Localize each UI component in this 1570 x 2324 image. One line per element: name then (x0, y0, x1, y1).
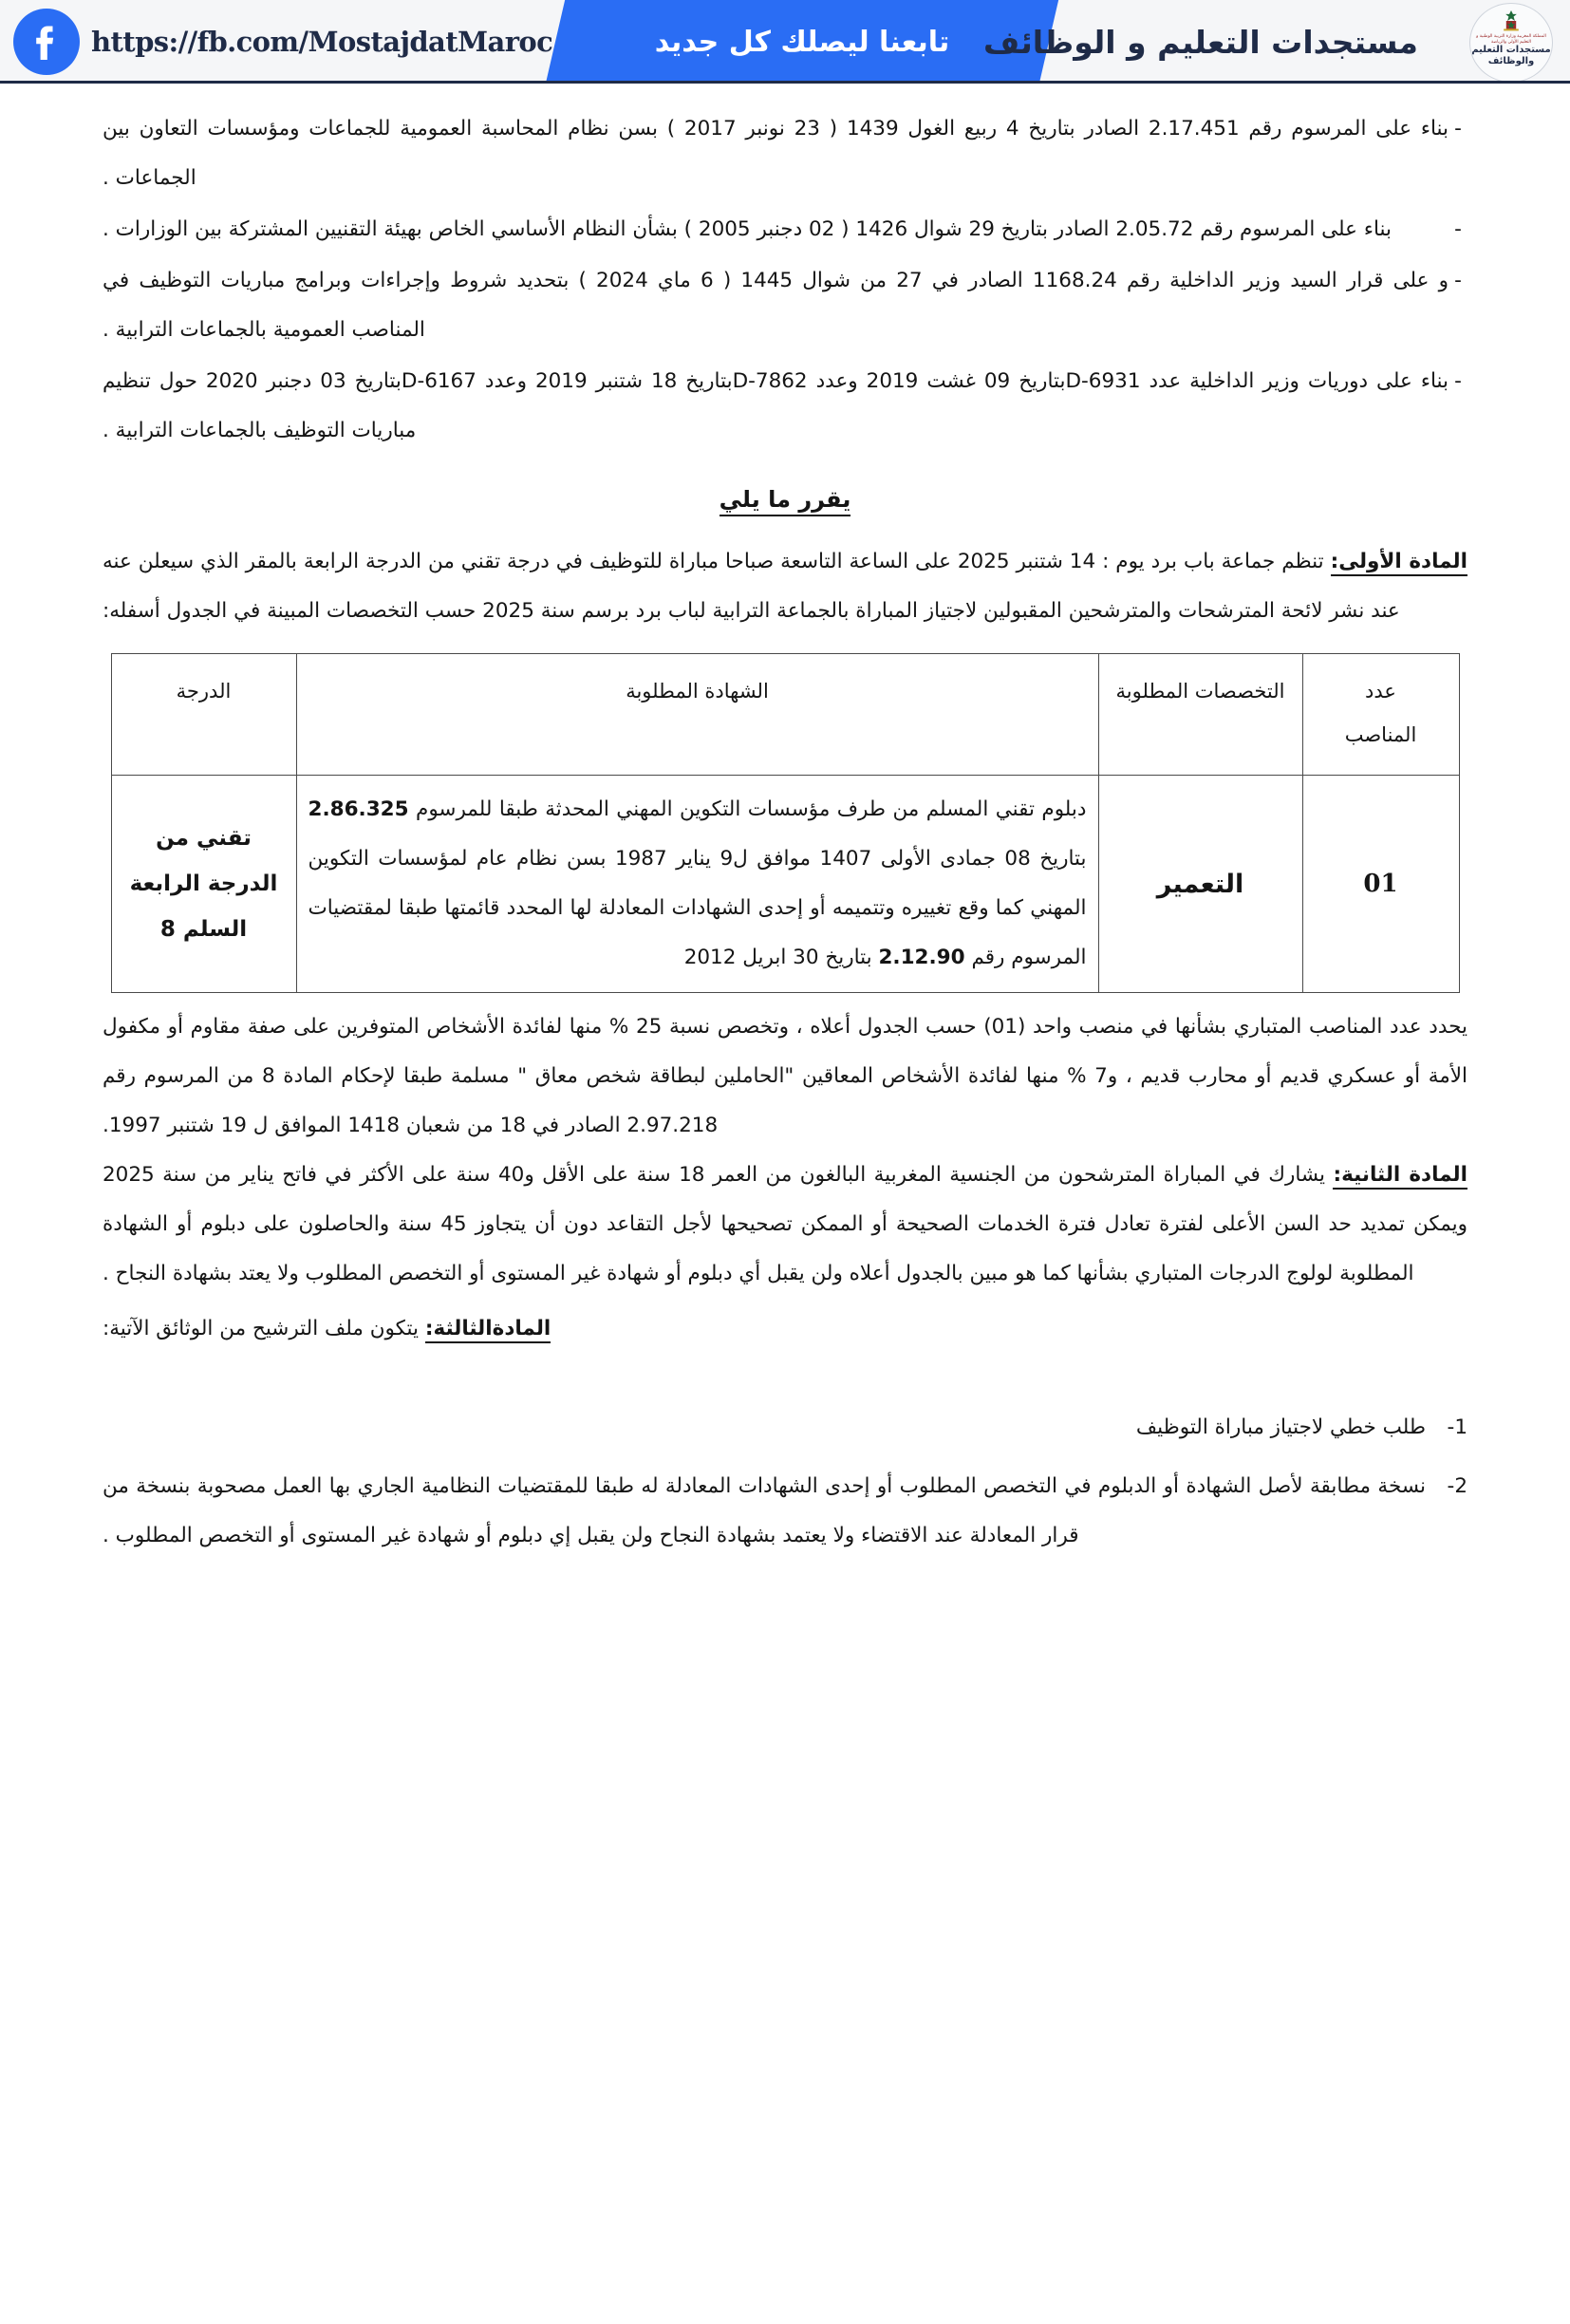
seal-line-1: مستجدات التعليم (1471, 45, 1551, 55)
seal-micro-text: المملكة المغربية وزارة التربية الوطنية و التعليم الأولي والرياضة (1476, 34, 1546, 45)
positions-table-head (111, 654, 1459, 776)
cell-grade (111, 776, 296, 993)
document-page (0, 84, 1570, 1561)
header-diploma: الشهادة المطلوبة (296, 654, 1098, 776)
bullet-dash-icon: - (1454, 369, 1462, 393)
grade-line-2: الدرجة الرابعة (129, 872, 278, 896)
diploma-decree-number-2: 2.12.90 (878, 946, 965, 969)
diploma-part-2: بتاريخ 08 جمادى الأولى 1407 موافق ل9 يناير 1987 بسن نظام عام لمؤسسات التكوين المهني كما وقع تغييره وتتميمه أو إحدى الشهادات المعادلة لها المحدد قائمتها طبقا لمقتضيات المرسوم رقم (308, 847, 1087, 969)
bullet-dash-icon: - (1454, 117, 1462, 141)
table-row (111, 776, 1459, 993)
header-specialty: التخصصات المطلوبة (1098, 654, 1302, 776)
header-count-line2: المناصب (1344, 723, 1417, 746)
preamble-list (103, 104, 1467, 456)
preamble-item-text: و على قرار السيد وزير الداخلية رقم 1168.24 الصادر في 27 من شوال 1445 ( 6 ماي 2024 ) بتحديد شروط وإجراءات وبرامج مباريات التوظيف في المناصب العمومية بالجماعات الترابية . (103, 269, 1449, 342)
cell-specialty: التعمير (1098, 776, 1302, 993)
list-item (103, 1462, 1467, 1561)
bullet-dash-icon: - (1454, 269, 1462, 292)
header-count (1302, 654, 1459, 776)
header-grade: الدرجة (111, 654, 296, 776)
site-banner (0, 0, 1570, 84)
section-spacer (103, 1359, 1467, 1403)
positions-table (111, 653, 1460, 993)
site-title: مستجدات التعليم و الوظائف (983, 23, 1418, 61)
table-header-row (111, 654, 1459, 776)
documents-list (103, 1403, 1467, 1561)
list-item (103, 1403, 1467, 1452)
article-one-label: المادة الأولى: (1331, 550, 1467, 576)
facebook-icon[interactable] (13, 9, 80, 75)
article-one (103, 537, 1467, 636)
preamble-item-text: بناء على دوريات وزير الداخلية عدد D-6931بتاريخ 09 غشت 2019 وعدد D-7862بتاريخ 18 شتنبر 2019 وعدد D-6167بتاريخ 03 دجنبر 2020 حول تنظيم مباريات التوظيف بالجماعات الترابية . (103, 369, 1449, 442)
diploma-part-3: بتاريخ 30 ابريل 2012 (683, 946, 879, 969)
positions-table-body (111, 776, 1459, 993)
seal-line-2: والوظائف (1487, 56, 1535, 66)
grade-line-1: تقني من (156, 826, 252, 851)
diploma-part-1: دبلوم تقني المسلم من طرف مؤسسات التكوين المهني المحدثة طبقا للمرسوم (408, 797, 1087, 821)
document-number: 1- (1447, 1415, 1467, 1439)
decide-heading (103, 475, 1467, 524)
article-three-label: المادةالثالثة: (425, 1317, 551, 1343)
article-one-text: تنظم جماعة باب برد يوم : 14 شتنبر 2025 على الساعة التاسعة صباحا مباراة للتوظيف في درجة تقني من الدرجة الرابعة بالمقر الذي سيعلن عنه عند نشر لائحة المترشحات والمترشحين المقبولين لاجتياز المباراة بالجماعة الترابية لباب برد برسم سنة 2025 حسب التخصصات المبينة في الجدول أسفله: (103, 550, 1400, 623)
banner-tagline: تابعنا ليصلك كل جديد (654, 25, 950, 59)
preamble-item (103, 104, 1467, 203)
article-two-text: يشارك في المباراة المترشحون من الجنسية المغربية البالغون من العمر 18 سنة على الأقل و40 سنة على الأكثر في فاتح يناير من سنة 2025 ويمكن تمديد حد السن الأعلى لفترة تعادل فترة الخدمات الصحيحة أو الممكن تصحيحها لأجل التقاعد دون أن يتجاوز 45 سنة والحاصلون على دبلوم أو الشهادة المطلوبة لولوج الدرجات المتباري بشأنها كما هو مبين بالجدول أعلاه ولن يقبل أي دبلوم أو شهادة غير المستوى أو التخصص المطلوب ولا يعتد بشهادة النجاح . (103, 1163, 1467, 1285)
article-three (103, 1304, 1467, 1354)
preamble-item-text: بناء على المرسوم رقم 2.17.451 الصادر بتاريخ 4 ربيع الغول 1439 ( 23 نونبر 2017 ) بسن نظام المحاسبة العمومية للجماعات ومؤسسات التعاون بين الجماعات . (103, 117, 1449, 190)
header-count-line1: عدد (1365, 680, 1396, 703)
article-two-label: المادة الثانية: (1333, 1163, 1467, 1190)
preamble-item (103, 256, 1467, 355)
article-two (103, 1151, 1467, 1299)
diploma-decree-number-1: 2.86.325 (308, 797, 409, 821)
facebook-url-text[interactable]: https://fb.com/MostajdatMaroc (91, 26, 553, 58)
morocco-crest-icon (1499, 9, 1523, 33)
site-seal (1469, 3, 1553, 83)
grade-line-3: السلم 8 (159, 917, 248, 942)
bullet-dash-icon: - (1454, 217, 1462, 241)
cell-count: 01 (1302, 776, 1459, 993)
article-three-text: يتكون ملف الترشيح من الوثائق الآتية: (103, 1317, 425, 1340)
positions-distribution-paragraph: يحدد عدد المناصب المتباري بشأنها في منصب واحد (01) حسب الجدول أعلاه ، وتخصص نسبة 25 % منها لفائدة الأشخاص المتوفرين على صفة مقاوم أو مكفول الأمة أو عسكري قديم أو محارب قديم ، و7 % منها لفائدة الأشخاص المعاقين "الحاملين لبطاقة شخص معاق " مسلمة طبقا لإحكام المادة 8 من المرسوم رقم 2.97.218 الصادر في 18 من شعبان 1418 الموافق ل 19 شتنبر 1997. (103, 1015, 1467, 1137)
decide-heading-text: يقرر ما يلي (720, 486, 851, 516)
document-number: 2- (1447, 1474, 1467, 1498)
preamble-item (103, 205, 1467, 254)
document-text: طلب خطي لاجتياز مباراة التوظيف (1135, 1415, 1426, 1439)
cell-diploma (296, 776, 1098, 993)
document-text: نسخة مطابقة لأصل الشهادة أو الدبلوم في التخصص المطلوب أو إحدى الشهادات المعادلة له طبقا للمقتضيات النظامية الجاري بها العمل مصحوبة بنسخة من قرار المعادلة عند الاقتضاء ولا يعتمد بشهادة النجاح ولن يقبل إي دبلوم أو شهادة غير المستوى أو التخصص المطلوب . (103, 1474, 1426, 1547)
preamble-item-text: بناء على المرسوم رقم 2.05.72 الصادر بتاريخ 29 شوال 1426 ( 02 دجنبر 2005 ) بشأن النظام الأساسي الخاص بهيئة التقنيين المشتركة بين الوزارات . (103, 217, 1392, 241)
preamble-item (103, 357, 1467, 456)
